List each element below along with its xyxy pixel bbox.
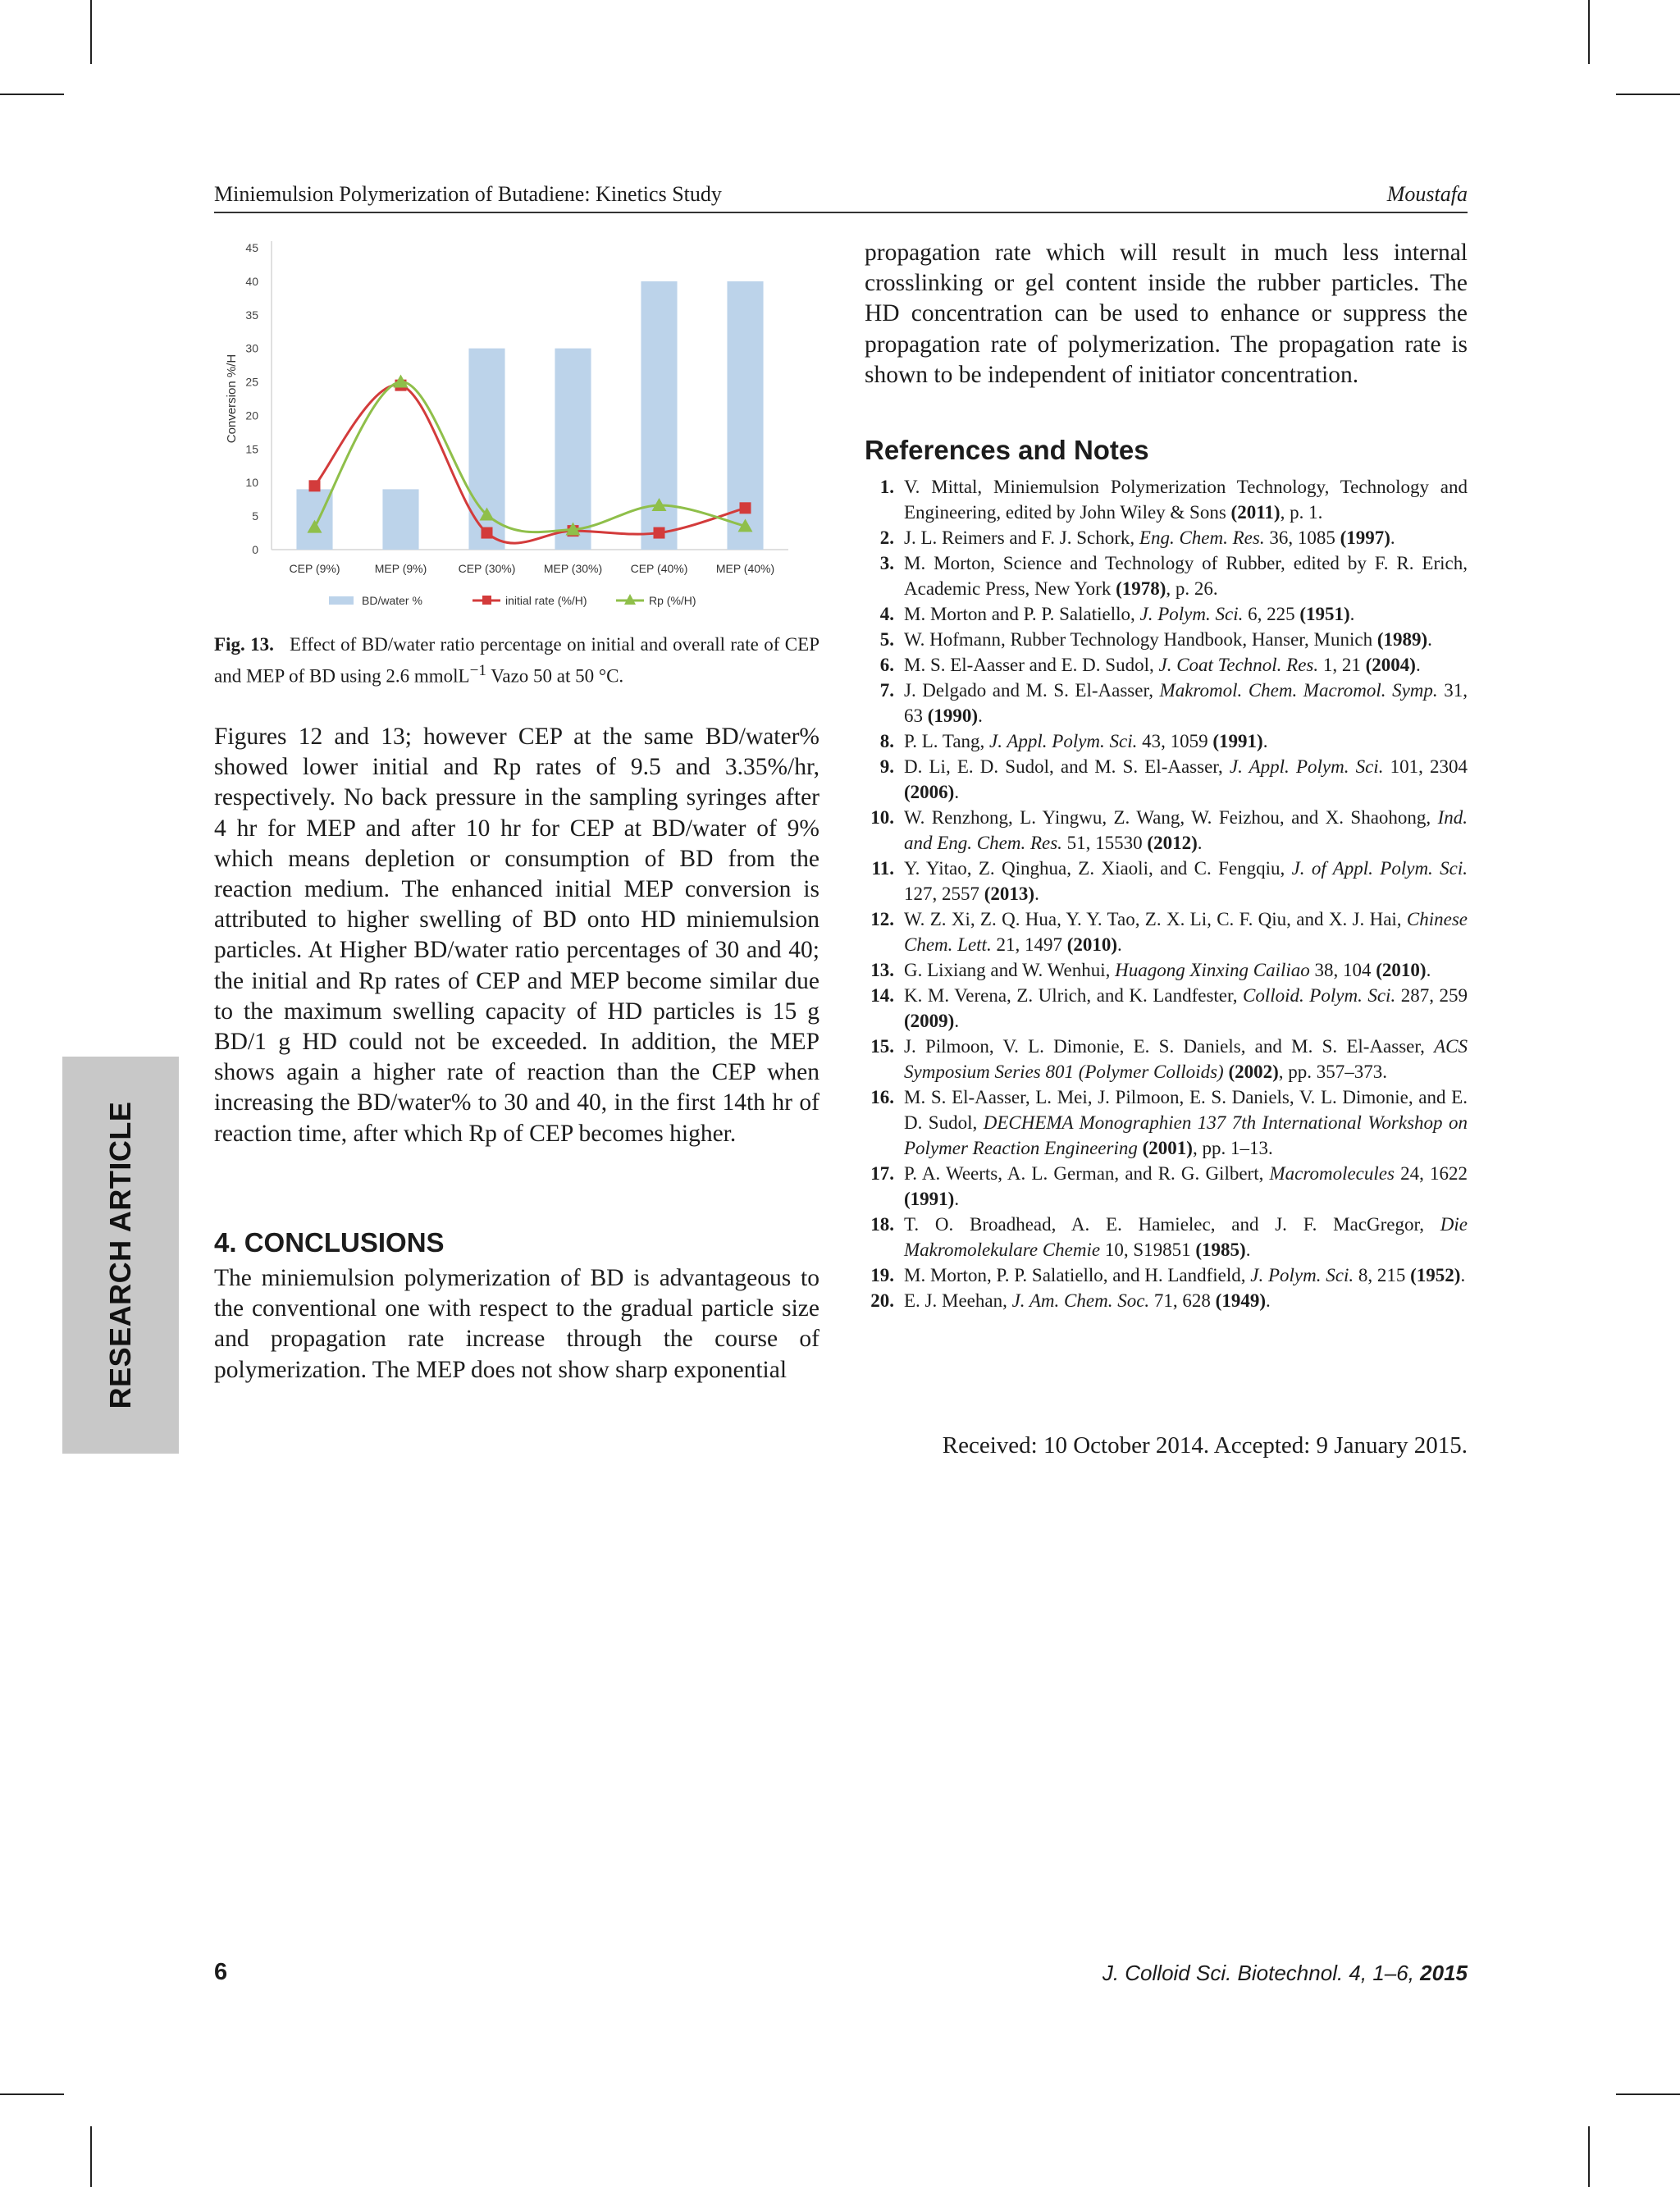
reference-year: (1990): [927, 705, 979, 726]
reference-segment: 21, 1497: [991, 934, 1067, 955]
reference-number: 9.: [879, 756, 894, 777]
reference-segment: .: [1415, 655, 1421, 675]
y-tick-label: 35: [245, 308, 258, 322]
figure-caption: [214, 632, 819, 690]
reference-text: [904, 856, 1468, 906]
reference-journal: Die Makromolekulare Chemie: [904, 1214, 1468, 1260]
reference-year: (1997): [1340, 527, 1390, 548]
reference-segment: , p. 26.: [1166, 578, 1218, 599]
reference-segment: .: [978, 705, 983, 726]
page-number: 6: [214, 1959, 228, 1985]
y-tick-label: 5: [252, 509, 258, 523]
reference-segment: M. Morton, P. P. Salatiello, and H. Landfield,: [904, 1265, 1251, 1285]
reference-number: 3.: [879, 553, 894, 573]
reference-number: 4.: [879, 604, 894, 624]
bar-bd-water: [382, 489, 418, 550]
reference-segment: M. Morton and P. P. Salatiello,: [904, 604, 1140, 624]
point-initial-rate: [740, 502, 751, 514]
running-header: [214, 182, 1468, 213]
y-tick-label: 15: [245, 442, 258, 456]
reference-segment: M. S. El-Aasser, L. Mei, J. Pilmoon, E. S. Daniels, V. L. Dimonie, and E. D. Sudol,: [904, 1087, 1468, 1133]
crop-mark: [0, 2093, 64, 2095]
reference-journal: Makromol. Chem. Macromol. Symp.: [1159, 680, 1438, 701]
reference-segment: .: [1034, 883, 1039, 904]
crop-mark: [1616, 94, 1680, 95]
reference-number: 14.: [870, 985, 894, 1006]
reference-segment: J. Pilmoon, V. L. Dimonie, E. S. Daniels, and M. S. El-Aasser,: [904, 1036, 1435, 1057]
reference-number: 11.: [871, 858, 894, 879]
reference-number: 6.: [879, 655, 894, 675]
reference-segment: M. S. El-Aasser and E. D. Sudol,: [904, 655, 1159, 675]
reference-segment: D. Li, E. D. Sudol, and M. S. El-Aasser,: [904, 756, 1230, 777]
reference-item: [865, 1084, 1468, 1161]
reference-item: [865, 1288, 1468, 1313]
reference-year: (2012): [1147, 833, 1198, 853]
crop-mark: [1588, 0, 1590, 64]
reference-text: [904, 983, 1468, 1034]
reference-number: 8.: [879, 731, 894, 751]
reference-text: [904, 754, 1468, 805]
reference-segment: 287, 259: [1395, 985, 1468, 1006]
running-author: Moustafa: [1386, 182, 1468, 206]
reference-year: (1952): [1410, 1265, 1461, 1285]
legend-label: BD/water %: [362, 594, 422, 607]
y-tick-label: 45: [245, 241, 258, 254]
received-dates: Received: 10 October 2014. Accepted: 9 January 2015.: [942, 1432, 1468, 1459]
reference-segment: , pp. 357–373.: [1278, 1062, 1388, 1082]
legend-swatch-bar: [329, 596, 354, 605]
reference-segment: 43, 1059: [1137, 731, 1213, 751]
reference-number: 7.: [879, 680, 894, 701]
reference-year: (1991): [1212, 731, 1263, 751]
x-tick-label: MEP (30%): [543, 562, 603, 575]
reference-number: 12.: [870, 909, 894, 929]
reference-segment: W. Hofmann, Rubber Technology Handbook, Hanser, Munich: [904, 629, 1377, 650]
reference-segment: W. Z. Xi, Z. Q. Hua, Y. Y. Tao, Z. X. Li, C. F. Qiu, and X. J. Hai,: [904, 909, 1407, 929]
journal-year: 2015: [1420, 1961, 1468, 1985]
reference-item: [865, 957, 1468, 983]
reference-journal: Eng. Chem. Res.: [1139, 527, 1265, 548]
point-initial-rate: [482, 527, 493, 539]
point-initial-rate: [309, 480, 321, 491]
reference-journal: ACS Symposium Series 801 (Polymer Colloids): [904, 1036, 1468, 1082]
reference-segment: V. Mittal, Miniemulsion Polymerization Technology, Technology and Engineering, edited by John Wiley & Sons: [904, 477, 1468, 523]
reference-segment: 24, 1622: [1394, 1163, 1468, 1184]
y-tick-label: 20: [245, 409, 258, 422]
caption-text-end: Vazo 50 at 50 °C.: [486, 665, 624, 687]
reference-item: [865, 983, 1468, 1034]
reference-segment: J. L. Reimers and F. J. Schork,: [904, 527, 1139, 548]
reference-text: [904, 1161, 1468, 1212]
reference-segment: , p. 1.: [1280, 502, 1323, 523]
y-tick-label: 10: [245, 476, 258, 490]
reference-journal: Ind. and Eng. Chem. Res.: [904, 807, 1468, 853]
reference-segment: , pp. 1–13.: [1192, 1138, 1273, 1158]
reference-segment: 51, 15530: [1061, 833, 1148, 853]
reference-year: (2010): [1376, 960, 1427, 980]
reference-journal: J. of Appl. Polym. Sci.: [1291, 858, 1468, 879]
body-paragraph-left: Figures 12 and 13; however CEP at the same BD/water% showed lower initial and Rp rates of 9.5 and 3.35%/hr, respectively. No back pressure in the sampling syringes after 4 hr for MEP and after 10 hr for CEP at BD/water of 9% which means depletion or consumption of BD from the reaction medium. The enhanced initial MEP conversion is attributed to higher swelling of BD onto HD miniemulsion particles. At Higher BD/water ratio percentages of 30 and 40; the initial and Rp rates of CEP and MEP become similar due to the maximum swelling capacity of HD particles is 15 g BD/1 g HD could not be exceeded. In addition, the MEP shows again a higher rate of reaction than the CEP when increasing the BD/water% to 30 and 40, in the first 14th hr of reaction time, after which Rp of CEP becomes higher.: [214, 724, 819, 1147]
legend-label: Rp (%/H): [649, 594, 696, 607]
reference-number: 20.: [870, 1290, 894, 1311]
reference-item: [865, 1212, 1468, 1262]
reference-segment: .: [1460, 1265, 1466, 1285]
reference-segment: P. A. Weerts, A. L. German, and R. G. Gilbert,: [904, 1163, 1270, 1184]
reference-year: (2006): [904, 782, 955, 802]
reference-number: 10.: [870, 807, 894, 828]
conversion-chart: [214, 231, 805, 617]
reference-year: (2011): [1230, 502, 1281, 523]
caption-label: Fig. 13.: [214, 634, 274, 655]
reference-text: [904, 525, 1468, 550]
body-paragraph-right: propagation rate which will result in much less internal crosslinking or gel content inside the rubber particles. The HD concentration can be used to enhance or suppress the propagation rate of polymerization. The propagation rate is shown to be independent of initiator concentration.: [865, 240, 1468, 388]
reference-segment: 36, 1085: [1264, 527, 1340, 548]
reference-segment: 6, 225: [1243, 604, 1300, 624]
reference-text: [904, 805, 1468, 856]
y-tick-label: 40: [245, 274, 258, 288]
reference-item: [865, 678, 1468, 728]
reference-segment: .: [1117, 934, 1122, 955]
reference-segment: M. Morton, Science and Technology of Rubber, edited by F. R. Erich, Academic Press, New York: [904, 553, 1468, 599]
reference-year: (2002): [1228, 1062, 1279, 1082]
conclusions-paragraph: The miniemulsion polymerization of BD is advantageous to the conventional one with respect to the gradual particle size and propagation rate increase through the course of polymerization. The MEP does not show sharp exponential: [214, 1265, 819, 1383]
reference-text: [904, 474, 1468, 525]
reference-year: (1991): [904, 1189, 955, 1209]
reference-year: (1949): [1215, 1290, 1266, 1311]
reference-item: [865, 906, 1468, 957]
y-tick-label: 0: [252, 543, 258, 556]
reference-number: 5.: [879, 629, 894, 650]
reference-segment: T. O. Broadhead, A. E. Hamielec, and J. F. MacGregor,: [904, 1214, 1440, 1235]
reference-item: [865, 1161, 1468, 1212]
reference-number: 19.: [870, 1265, 894, 1285]
reference-year: (2010): [1066, 934, 1118, 955]
article-type-label: RESEARCH ARTICLE: [103, 1101, 137, 1409]
x-tick-label: MEP (9%): [374, 562, 427, 575]
reference-journal: Macromolecules: [1269, 1163, 1395, 1184]
caption-superscript: −1: [469, 662, 486, 679]
reference-journal: Huagong Xinxing Cailiao: [1115, 960, 1310, 980]
x-tick-label: MEP (40%): [715, 562, 775, 575]
reference-year: (1978): [1116, 578, 1166, 599]
reference-segment: .: [1197, 833, 1203, 853]
reference-year: (1989): [1376, 629, 1428, 650]
reference-segment: 31, 63: [904, 680, 1468, 726]
reference-segment: .: [954, 1011, 960, 1031]
reference-segment: .: [1427, 629, 1432, 650]
article-type-tab: [62, 1057, 179, 1454]
reference-segment: 127, 2557: [904, 883, 984, 904]
reference-journal: J. Coat Technol. Res.: [1158, 655, 1319, 675]
reference-segment: K. M. Verena, Z. Ulrich, and K. Landfester,: [904, 985, 1244, 1006]
reference-journal: J. Appl. Polym. Sci.: [1229, 756, 1384, 777]
reference-segment: .: [1349, 604, 1355, 624]
point-initial-rate: [654, 527, 665, 539]
reference-item: [865, 525, 1468, 550]
reference-segment: W. Renzhong, L. Yingwu, Z. Wang, W. Feizhou, and X. Shaohong,: [904, 807, 1438, 828]
reference-text: [904, 1084, 1468, 1161]
reference-number: 18.: [870, 1214, 894, 1235]
reference-number: 17.: [870, 1163, 894, 1184]
reference-item: [865, 1262, 1468, 1288]
references-list: [865, 474, 1468, 1313]
x-tick-label: CEP (40%): [630, 562, 688, 575]
reference-segment: J. Delgado and M. S. El-Aasser,: [904, 680, 1160, 701]
reference-segment: 8, 215: [1354, 1265, 1411, 1285]
reference-text: [904, 1262, 1468, 1288]
crop-mark: [90, 2126, 92, 2187]
reference-item: [865, 856, 1468, 906]
reference-text: [904, 627, 1468, 652]
reference-segment: .: [954, 1189, 960, 1209]
running-title: Miniemulsion Polymerization of Butadiene: Kinetics Study: [214, 182, 722, 206]
legend-label: initial rate (%/H): [505, 594, 587, 607]
reference-number: 16.: [870, 1087, 894, 1107]
reference-text: [904, 652, 1468, 678]
reference-segment: 71, 628: [1149, 1290, 1216, 1311]
reference-item: [865, 627, 1468, 652]
reference-text: [904, 1212, 1468, 1262]
reference-segment: G. Lixiang and W. Wenhui,: [904, 960, 1116, 980]
reference-segment: .: [1265, 1290, 1271, 1311]
reference-segment: E. J. Meehan,: [904, 1290, 1012, 1311]
reference-segment: 38, 104: [1309, 960, 1376, 980]
legend-marker-square: [482, 596, 491, 605]
reference-journal: J. Polym. Sci.: [1250, 1265, 1354, 1285]
reference-year: (1951): [1299, 604, 1350, 624]
reference-year: (2013): [984, 883, 1035, 904]
reference-segment: .: [1245, 1240, 1251, 1260]
reference-number: 2.: [879, 527, 894, 548]
reference-journal: J. Am. Chem. Soc.: [1011, 1290, 1150, 1311]
journal-citation: [1102, 1961, 1468, 1986]
reference-number: 13.: [870, 960, 894, 980]
x-tick-label: CEP (30%): [458, 562, 516, 575]
reference-number: 15.: [870, 1036, 894, 1057]
reference-text: [904, 678, 1468, 728]
x-tick-label: CEP (9%): [289, 562, 340, 575]
reference-text: [904, 601, 1468, 627]
figure-13: [214, 231, 805, 617]
reference-item: [865, 550, 1468, 601]
crop-mark: [1616, 2093, 1680, 2095]
chart-background: [214, 231, 805, 617]
reference-segment: .: [1426, 960, 1431, 980]
reference-year: (2001): [1142, 1138, 1193, 1158]
reference-journal: Chinese Chem. Lett.: [904, 909, 1468, 955]
y-axis-label: Conversion %/H: [225, 354, 239, 444]
reference-segment: 101, 2304: [1383, 756, 1468, 777]
reference-number: 1.: [879, 477, 894, 497]
crop-mark: [90, 0, 92, 64]
reference-text: [904, 906, 1468, 957]
reference-segment: .: [954, 782, 960, 802]
crop-mark: [1588, 2126, 1590, 2187]
caption-text: Effect of BD/water ratio percentage on initial and overall rate of CEP and MEP of BD using 2.6 mmolL: [214, 634, 819, 687]
reference-year: (2004): [1365, 655, 1416, 675]
reference-journal: Colloid. Polym. Sci.: [1243, 985, 1396, 1006]
reference-text: [904, 957, 1468, 983]
reference-segment: 10, S19851: [1100, 1240, 1196, 1260]
crop-mark: [0, 94, 64, 95]
reference-year: (1985): [1195, 1240, 1246, 1260]
journal-name: J. Colloid Sci. Biotechnol. 4, 1–6,: [1102, 1961, 1421, 1985]
reference-item: [865, 1034, 1468, 1084]
reference-text: [904, 1288, 1468, 1313]
reference-year: (2009): [904, 1011, 955, 1031]
reference-item: [865, 601, 1468, 627]
reference-segment: 1, 21: [1318, 655, 1366, 675]
reference-item: [865, 805, 1468, 856]
y-tick-label: 25: [245, 375, 258, 389]
reference-item: [865, 728, 1468, 754]
reference-segment: .: [1262, 731, 1268, 751]
reference-item: [865, 474, 1468, 525]
reference-journal: DECHEMA Monographien 137 7th International Workshop on Polymer Reaction Engineering: [904, 1112, 1468, 1158]
references-heading: References and Notes: [865, 435, 1149, 465]
reference-segment: .: [1390, 527, 1395, 548]
reference-journal: J. Polym. Sci.: [1139, 604, 1244, 624]
reference-text: [904, 1034, 1468, 1084]
conclusions-heading: 4. CONCLUSIONS: [214, 1227, 445, 1258]
reference-text: [904, 550, 1468, 601]
reference-segment: P. L. Tang,: [904, 731, 990, 751]
reference-journal: J. Appl. Polym. Sci.: [989, 731, 1138, 751]
reference-segment: Y. Yitao, Z. Qinghua, Z. Xiaoli, and C. Fengqiu,: [904, 858, 1292, 879]
y-tick-label: 30: [245, 341, 258, 355]
reference-text: [904, 728, 1468, 754]
bar-bd-water: [555, 349, 591, 550]
reference-item: [865, 652, 1468, 678]
reference-item: [865, 754, 1468, 805]
